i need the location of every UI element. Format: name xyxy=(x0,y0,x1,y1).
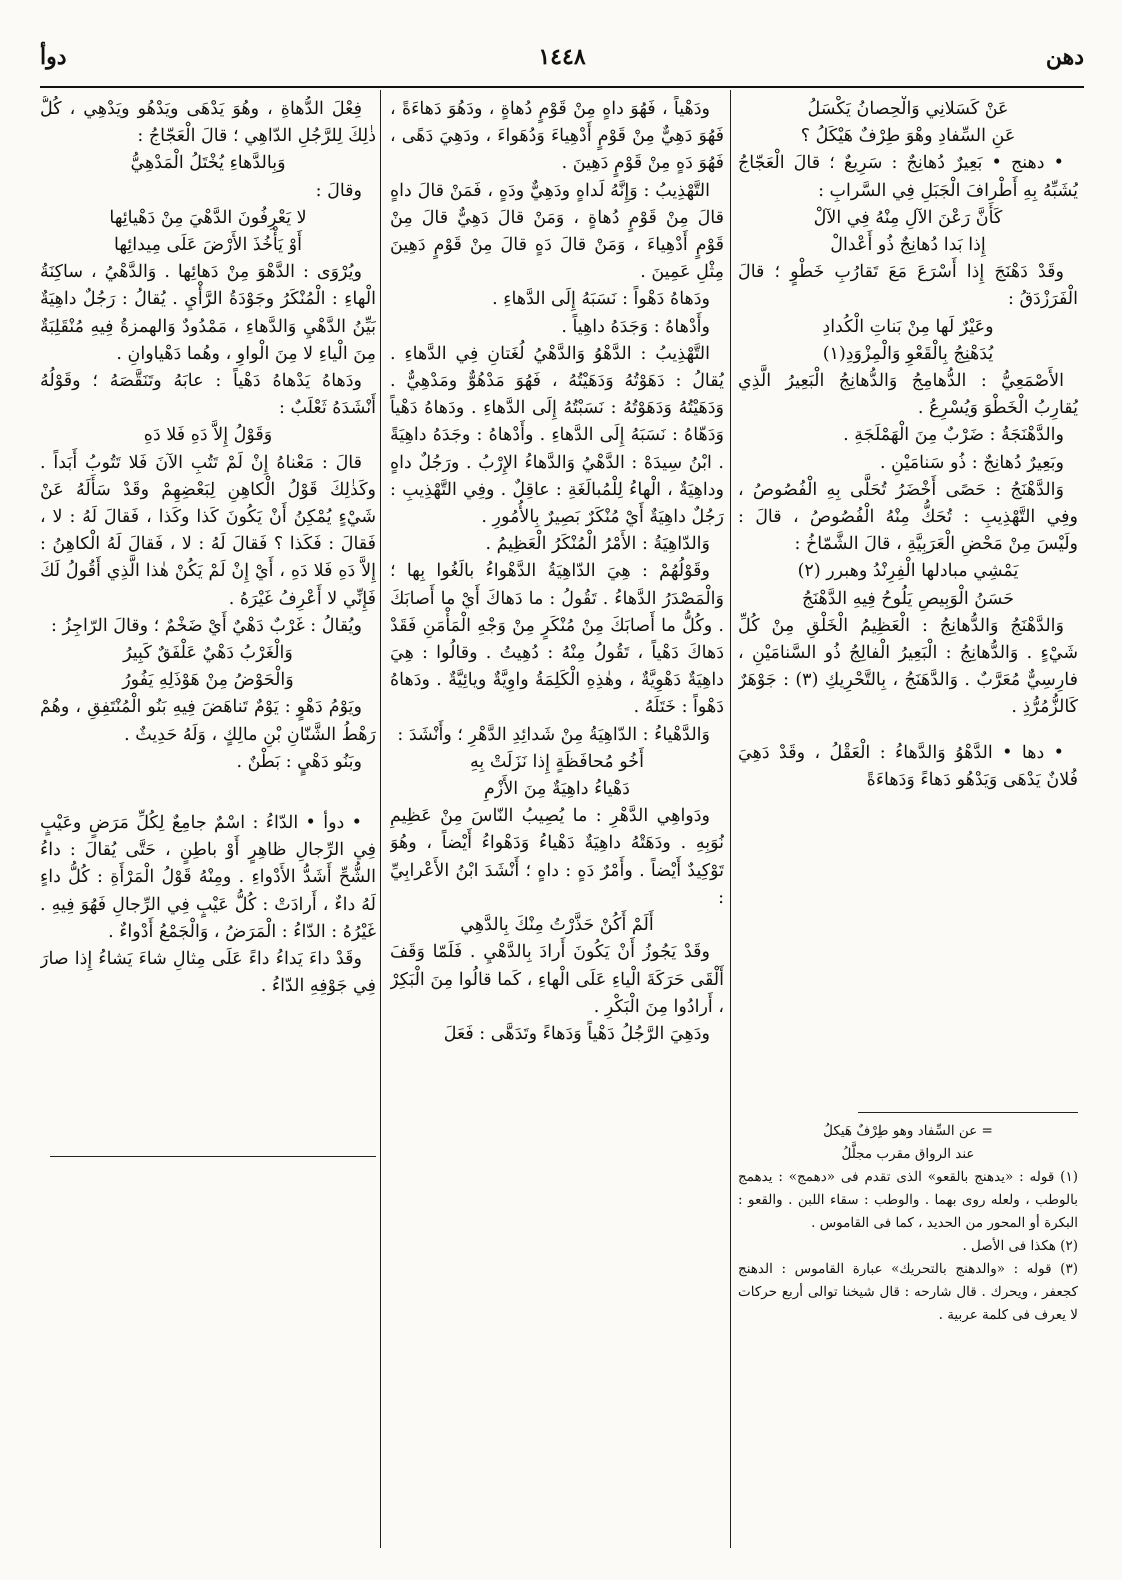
column-right xyxy=(738,96,1078,1111)
paragraph: ودَهاهُ يَدْهاهُ دَهْياً : عابَهُ وتَنَقَّصَهُ ؛ وقَوْلُهُ أَنْشَدَهُ ثَعْلَبٌ : xyxy=(40,371,376,419)
paragraph: وبَنُو دَهْيٍ : بَطْنٌ . xyxy=(236,751,362,772)
verse-line: أَلَمْ أَكُنْ حَذَّرْتُ مِنْكَ بِالدَّهِي xyxy=(460,915,654,936)
header-root-left: دوأ xyxy=(40,44,67,70)
footnote-verse: عند الرواق مقرب مجلَّلُ xyxy=(841,1146,975,1162)
paragraph: وَالدّاهِيَةُ : الأَمْرُ الْمُنْكَرُ الْعَظِيمُ . xyxy=(485,534,710,555)
header-rule xyxy=(40,86,1084,88)
verse-line: حَسَنُ الْوَبِيصِ يَلُوحُ فِيهِ الدَّهْنَجُ xyxy=(801,588,1015,609)
paragraph: ويَوْمُ دَهْوٍ : يَوْمٌ تَناهَضَ فِيهِ بَنُو الْمُنْتَفِقِ ، وهُمْ رَهْطُ الشَّنّانِ بْنِ مالِكٍ ، وَلَهُ حَدِيثٌ . xyxy=(40,697,376,745)
footnote-rule xyxy=(858,1112,1078,1113)
paragraph: وَالدَّهْياءُ : الدّاهِيَةُ مِنْ شَدائِدِ الدَّهْرِ ؛ وأَنْشَدَ : xyxy=(397,724,710,745)
footnote: (٢) هكذا فى الأصل . xyxy=(962,1238,1078,1254)
paragraph: وَالدَّهْنَجُ وَالدُّهانِجُ : الْعَظِيمُ الْخَلْقِ مِنْ كُلِّ شَيْءٍ . وَالدُّهانِجُ : الْبَعِيرُ الْفالِجُ ذُو السَّنامَيْنِ ، فارِسِيٌّ مُعَرَّبٌ . وَالدَّهَنَجُ ، بِالتَّحْرِيكِ (٣) : جَوْهَرٌ كَالزُّمُرُّذِ . xyxy=(738,615,1078,718)
paragraph: ويُقالُ : غَرْبٌ دَهْيٌ أَيْ ضَخْمٌ ؛ وقالَ الرّاجِزُ : xyxy=(51,615,362,636)
paragraph: وَالدَّهْنَجُ : حَصًى أَخْضَرُ تُحَلَّى بِهِ الْفُصُوصُ ، وفِي التَّهْذِيبِ : تُحَكُّ مِنْهُ الْفُصُوصُ ، قالَ : ولَيْسَ مِنْ مَحْضِ الْعَرَبِيَّةِ ، قالَ الشَّمّاخُ : xyxy=(738,479,1078,555)
entry-dawa: • دوأ • الدّاءُ : اسْمٌ جامِعٌ لِكُلِّ مَرَضٍ وعَيْبٍ فِي الرِّجالِ ظاهِرٍ أَوْ باطِنٍ ، حَتَّى يُقالَ : داءُ الشُّحِّ أَشَدُّ الأَدْواءِ . ومِنْهُ قَوْلُ الْمَرْأَةِ : كُلُّ داءٍ لَهُ داءٌ ، أَرادَتْ : كُلُّ عَيْبٍ فِي الرِّجالِ فَهُوَ فِيهِ . غَيْرُهُ : الدّاءُ : الْمَرَضُ ، وَالْجَمْعُ أَدْواءٌ . xyxy=(40,813,376,942)
verse-line: وَالْغَرْبُ دَهْيٌ عَلْفَقٌ كَبِيرُ xyxy=(123,643,293,664)
paragraph: ودَهْياً ، فَهُوَ داهٍ مِنْ قَوْمٍ دُهاةٍ ، ودَهُوَ دَهاءَةً ، فَهُوَ دَهِيٌّ مِنْ قَوْمٍ أَدْهِياءَ وَدُهَواءَ ، ودَهِيَ دَهًى ، فَهُوَ دَهٍ مِنْ قَوْمٍ دَهِينَ . xyxy=(390,99,724,174)
paragraph: ودَهاهُ دَهْواً : نَسَبَهُ إِلَى الدَّهاءِ . xyxy=(492,289,710,310)
paragraph: التَّهْذِيبُ : وَإِنَّهُ لَداهٍ ودَهِيٌّ ودَهٍ ، فَمَنْ قالَ داهٍ قالَ مِنْ قَوْمٍ دُهاةٍ ، وَمَنْ قالَ دَهِيٌّ قالَ مِنْ قَوْمٍ أَدْهِياءَ ، وَمَنْ قالَ دَهٍ قالَ مِنْ قَوْمٍ دَهِينَ مِثْلِ عَمِينَ . xyxy=(390,180,724,283)
verse-line: كَأَنَّ رَعْنَ الآلِ مِنْهُ فِي الآلْ xyxy=(813,207,1003,228)
paragraph: قالَ : مَعْناهُ إِنْ لَمْ تَتُبِ الآنَ فَلا تَتُوبُ أَبَداً . وكَذٰلِكَ قَوْلُ الْكاهِنِ لِبَعْضِهِمْ وقَدْ سَأَلَهُ عَنْ شَيْءٍ يُمْكِنُ أَنْ يَكُونَ كَذا وكَذا ، فَقالَ لَهُ : لا ، فَقالَ : فَكَذا ؟ فَقالَ لَهُ : لا ، فَقالَ لَهُ الْكاهِنُ : إِلاَّ دَهِ فَلا دَهِ ، أَيْ إِنْ لَمْ يَكُنْ هٰذا الَّذِي أَقُولُ لَكَ فَإِنِّي لا أَعْرِفُ غَيْرَهُ . xyxy=(40,452,376,609)
paragraph: والدَّهْنَجَةُ : ضَرْبٌ مِنَ الْهَمْلَجَةِ . xyxy=(843,425,1064,446)
verse-line: عَنِ السِّفادِ وهْوَ طِرْفٌ هَيْكَلُ ؟ xyxy=(800,126,1016,147)
footnote: (٣) قوله : «والدهنج بالتحريك» عبارة القاموس : الدهنج كجعفر ، ويحرك . قال شارحه : قال شيخنا توالى أربع حركات لا يعرف فى كلمة عربية . xyxy=(738,1261,1078,1323)
verse-line: إِذا بَدا دُهانِجٌ ذُو أَعْدالْ xyxy=(830,235,986,256)
column-left xyxy=(40,96,376,1556)
footnote-verse: = عن السِّفاد وهو طِرْفٌ هَيكلُ xyxy=(823,1123,993,1139)
paragraph: ويُرْوَى : الدَّهْوَ مِنْ دَهائِها . وَالدَّهْيُ ، ساكِنَةُ الْهاءِ : الْمُنْكَرُ وجَوْدَةُ الرَّأْيِ . يُقالُ : رَجُلٌ داهِيَةٌ بَيِّنُ الدَّهْيِ وَالدَّهاءِ ، مَمْدُودٌ وَالهمزةُ فِيهِ مُنْقَلِبَةٌ مِنَ الْياءِ لا مِنَ الْواوِ ، وهُما دَهْياوانِ . xyxy=(40,262,376,364)
verse-line: لا يَعْرِفُونَ الدَّهْيَ مِنْ دَهْيائِها xyxy=(109,207,307,228)
header-root-right: دهن xyxy=(1045,44,1084,70)
paragraph: وقَوْلُهُمْ : هِيَ الدّاهِيَةُ الدَّهْواءُ بالَغُوا بِها ؛ وَالْمَصْدَرُ الدَّهاءُ . تَقُولُ : ما دَهاكَ أَيْ ما أَصابَكَ . وكُلُّ ما أَصابَكَ مِنْ مُنْكَرٍ مِنْ وَجْهِ الْمَأْمَنِ فَقَدْ دَهاكَ دَهْياً ، تَقُولُ مِنْهُ : دُهِيتُ . وقالُوا : هِيَ داهِيَةٌ دَهْوِيَّةٌ ، وهٰذِهِ الْكَلِمَةُ واوِيَّةٌ ويائِيَّةٌ . ودَهاهُ دَهْواً : خَتَلَهُ . xyxy=(390,561,724,718)
verse-line: أَخُو مُحافَظَةٍ إِذا نَزَلَتْ بِهِ xyxy=(470,751,644,772)
paragraph: وقَدْ داءَ يَداءُ داءً عَلَى مِثالِ شاءَ يَشاءُ إِذا صارَ فِي جَوْفِهِ الدّاءُ . xyxy=(40,949,376,997)
entry-daha: • دها • الدَّهْوُ وَالدَّهاءُ : الْعَقْلُ ، وقَدْ دَهِيَ فُلانٌ يَدْهَى وَيَدْهُو دَهاءً وَدَهاءَةً xyxy=(738,742,1078,790)
entry-dahnaj: • دهنج • بَعِيرٌ دُهانِجٌ : سَرِيعٌ ؛ قالَ الْعَجّاجُ يُشَبِّهُ بِهِ أَطْرافَ الْجَبَلِ فِي السَّرابِ : xyxy=(738,153,1078,201)
paragraph: الأَصْمَعِيُّ : الدُّهامِجُ وَالدُّهانِجُ الْبَعِيرُ الَّذِي يُقارِبُ الْخَطْوَ وَيُسْرِعُ . xyxy=(738,371,1078,419)
paragraph: وقالَ : xyxy=(315,180,362,201)
verse-line: دَهْياءُ داهِيَةٌ مِنَ الأَزْمِ xyxy=(484,779,630,800)
page-number: ١٤٤٨ xyxy=(538,44,586,70)
paragraph: ودَهِيَ الرَّجُلُ دَهْياً وَدَهاءً وتَدَهَّى : فَعَلَ xyxy=(443,1023,710,1044)
paragraph: ودَواهِي الدَّهْرِ : ما يُصِيبُ النّاسَ مِنْ عَظِيمِ نُوَبِهِ . ودَهَتْهُ داهِيَةٌ دَهْياءُ وَدَهْواءُ أَيْضاً ، وهُوَ تَوْكِيدٌ أَيْضاً . وأَمْرٌ دَهٍ : داهٍ ؛ أَنْشَدَ ابْنُ الأَعْرابِيِّ : xyxy=(390,806,724,908)
column-divider xyxy=(380,90,381,1548)
verse-line: يَمْشِي مبادلها الْفِرِنْدُ وهبرر (٢) xyxy=(797,561,1019,582)
verse-line: يُدَهْنِجُ بِالْقَعْوِ وَالْمِزْوَدِ(١) xyxy=(822,343,994,364)
paragraph: فِعْلَ الدُّهاةِ ، وهُوَ يَدْهَى ويَدْهُو ويَدْهِي ، كُلُّ ذٰلِكَ لِلرَّجُلِ الدّاهِي ؛ قالَ الْعَجّاجُ : xyxy=(40,99,376,147)
verse-line: وَبِالدَّهاءِ يُخْتَلُ الْمَدْهِيُّ xyxy=(130,153,286,174)
paragraph: التَّهْذِيبُ : الدَّهْوُ وَالدَّهْيُ لُغَتانِ فِي الدَّهاءِ . يُقالُ : دَهَوْتُهُ وَدَهَيْتُهُ ، فَهُوَ مَدْهُوٌّ ومَدْهِيٌّ . وَدَهَيْتُهُ وَدَهَوْتُهُ : نَسَبْتُهُ إِلَى الدَّهاءِ . ودَهاهُ دَهْياً وَدَهّاهُ : نَسَبَهُ إِلَى الدَّهاءِ . وأَدْهاهُ : وجَدَهُ داهِيَةً . ابْنُ سِيدَهْ : الدَّهْيُ وَالدَّهاءُ الإِرْبُ . ورَجُلٌ داهٍ وداهِيَةٌ ، الْهاءُ لِلْمُبالَغَةِ : عاقِلٌ . وفِي التَّهْذِيبِ : رَجُلٌ داهِيَةٌ أَيْ مُنْكَرٌ بَصِيرٌ بِالأُمُورِ . xyxy=(390,343,724,528)
verse-line: وعَيْرٌ لَها مِنْ بَناتِ الْكُدادِ xyxy=(822,316,994,337)
verse-line: وَقَوْلُ إِلاَّ دَهِ فَلا دَهِ xyxy=(143,425,273,446)
column-divider xyxy=(730,90,731,1548)
paragraph: وقَدْ يَجُوزُ أَنْ يَكُونَ أَرادَ بِالدَّهْيِ . فَلَمّا وَقَفَ أَلْقَى حَرَكَةَ الْياءِ عَلَى الْهاءِ ، كَما قالُوا مِنَ الْبَكِرْ ، أَرادُوا مِنَ الْبَكْرِ . xyxy=(390,942,724,1017)
paragraph: وبَعِيرٌ دُهانِجٌ : ذُو سَنامَيْنِ . xyxy=(880,452,1064,473)
paragraph: وأَدْهاهُ : وَجَدَهُ داهِياً . xyxy=(561,316,710,337)
verse-line: أَوْ يَأْخُذَ الأَرْضَ عَلَى مِيدائِها xyxy=(113,235,302,256)
verse-line: عَنْ كَسَلانِي وَالْحِصانُ يَكْسَلُ xyxy=(807,99,1009,119)
page-header xyxy=(40,38,1084,84)
footnotes xyxy=(738,1120,1078,1430)
footnote: (١) قوله : «يدهنج بالقعو» الذى تقدم فى «دهمج» : يدهمج بالوطب ، ولعله روى بهما . والوطب : سقاء اللبن . والقعو : البكرة أو المحور من الحديد ، كما فى القاموس . xyxy=(738,1169,1078,1231)
column-middle xyxy=(390,96,724,1556)
verse-line: وَالْحَوْضُ مِنْ هَوْذَلِهِ يَفُورُ xyxy=(122,670,294,691)
entry-divider xyxy=(50,1156,376,1157)
paragraph: وقَدْ دَهْنَجَ إِذا أَسْرَعَ مَعَ تَقارُبِ خَطْوٍ ؛ قالَ الْفَرَزْدَقُ : xyxy=(738,262,1078,310)
